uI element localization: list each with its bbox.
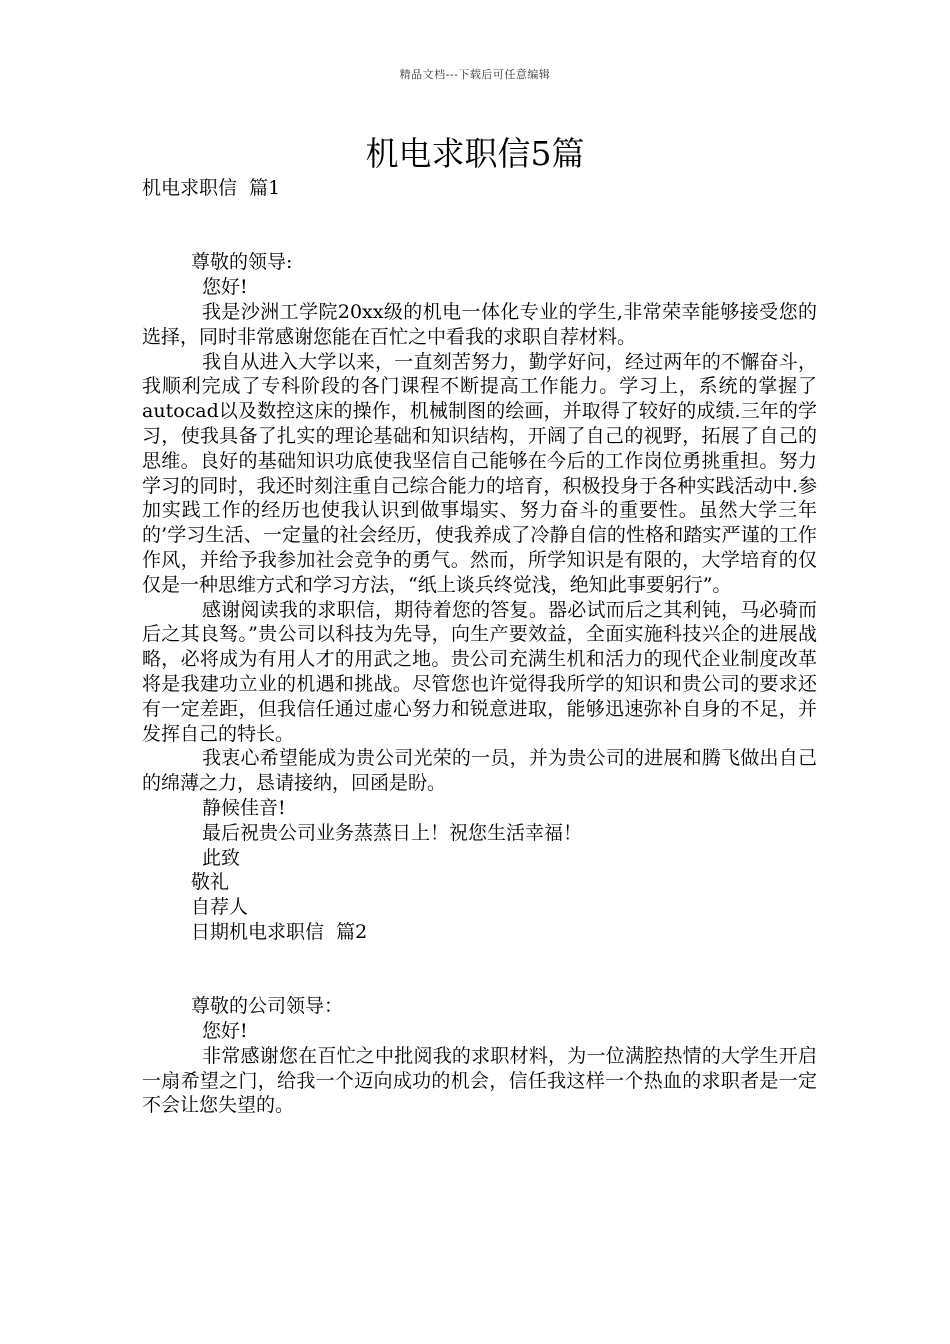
body-paragraph: 我是沙洲工学院20xx级的机电一体化专业的学生,非常荣幸能够接受您的选择，同时非常感谢您能在百忙之中看我的求职自荐材料。 <box>142 300 817 348</box>
document-title: 机电求职信5篇 <box>365 134 585 173</box>
sign-line: 自荐人 <box>191 896 249 919</box>
salutation: 您好! <box>202 1020 248 1043</box>
closing-line: 静候佳音! <box>202 796 286 819</box>
document-body <box>142 176 817 1118</box>
blank-line <box>142 945 817 970</box>
greeting: 尊敬的领导: <box>191 251 293 274</box>
header-note: 精品文档---下载后可任意编辑 <box>399 68 551 81</box>
blank-line <box>142 970 817 995</box>
greeting: 尊敬的公司领导： <box>191 995 344 1018</box>
closing-line: 最后祝贵公司业务蒸蒸日上！祝您生活幸福！ <box>202 821 583 844</box>
section-heading: 机电求职信 篇1 <box>142 177 281 199</box>
body-paragraph: 感谢阅读我的求职信，期待着您的答复。器必试而后之其利钝，马必骑而后之其良驽。”贵公司以科技为先导，向生产要效益，全面实施科技兴企的进展战略，必将成为有用人才的用武之地。贵公司充满生机和活力的现代企业制度改革将是我建功立业的机遇和挑战。尽管您也许觉得我所学的知识和贵公司的要求还有一定差距，但我信任通过虚心努力和锐意进取，能够迅速弥补自身的不足，并发挥自己的特长。 <box>142 598 817 745</box>
body-paragraph: 非常感谢您在百忙之中批阅我的求职材料，为一位满腔热情的大学生开启一扇希望之门，给我一个迈向成功的机会，信任我这样一个热血的求职者是一定不会让您失望的。 <box>142 1044 817 1117</box>
closing-line: 此致 <box>202 846 241 869</box>
body-paragraph: 我自从进入大学以来，一直刻苦努力，勤学好问，经过两年的不懈奋斗，我顺利完成了专科阶段的各门课程不断提高工作能力。学习上，系统的掌握了autocad以及数控这床的操作，机械制图的绘画，并取得了较好的成绩.三年的学习，使我具备了扎实的理论基础和知识结构，开阔了自己的视野，拓展了自己的思维。良好的基础知识功底使我坚信自己能够在今后的工作岗位勇挑重担。努力学习的同时，我还时刻注重自己综合能力的培育，积极投身于各种实践活动中.参加实践工作的经历也使我认识到做事塌实、努力奋斗的重要性。虽然大学三年的’学习生活、一定量的社会经历，使我养成了冷静自信的性格和踏实严谨的工作作风，并给予我参加社会竞争的勇气。然而，所学知识是有限的，大学培育的仅仅是一种思维方式和学习方法，“纸上谈兵终觉浅，绝知此事要躬行”。 <box>142 350 817 596</box>
sign-line: 敬礼 <box>191 871 230 894</box>
blank-line <box>142 226 817 251</box>
body-paragraph: 我衷心希望能成为贵公司光荣的一员，并为贵公司的进展和腾飞做出自己的绵薄之力，恳请接纳，回函是盼。 <box>142 747 817 795</box>
blank-line <box>142 201 817 226</box>
sign-line: 日期机电求职信 篇2 <box>191 920 368 943</box>
salutation: 您好! <box>202 276 248 299</box>
